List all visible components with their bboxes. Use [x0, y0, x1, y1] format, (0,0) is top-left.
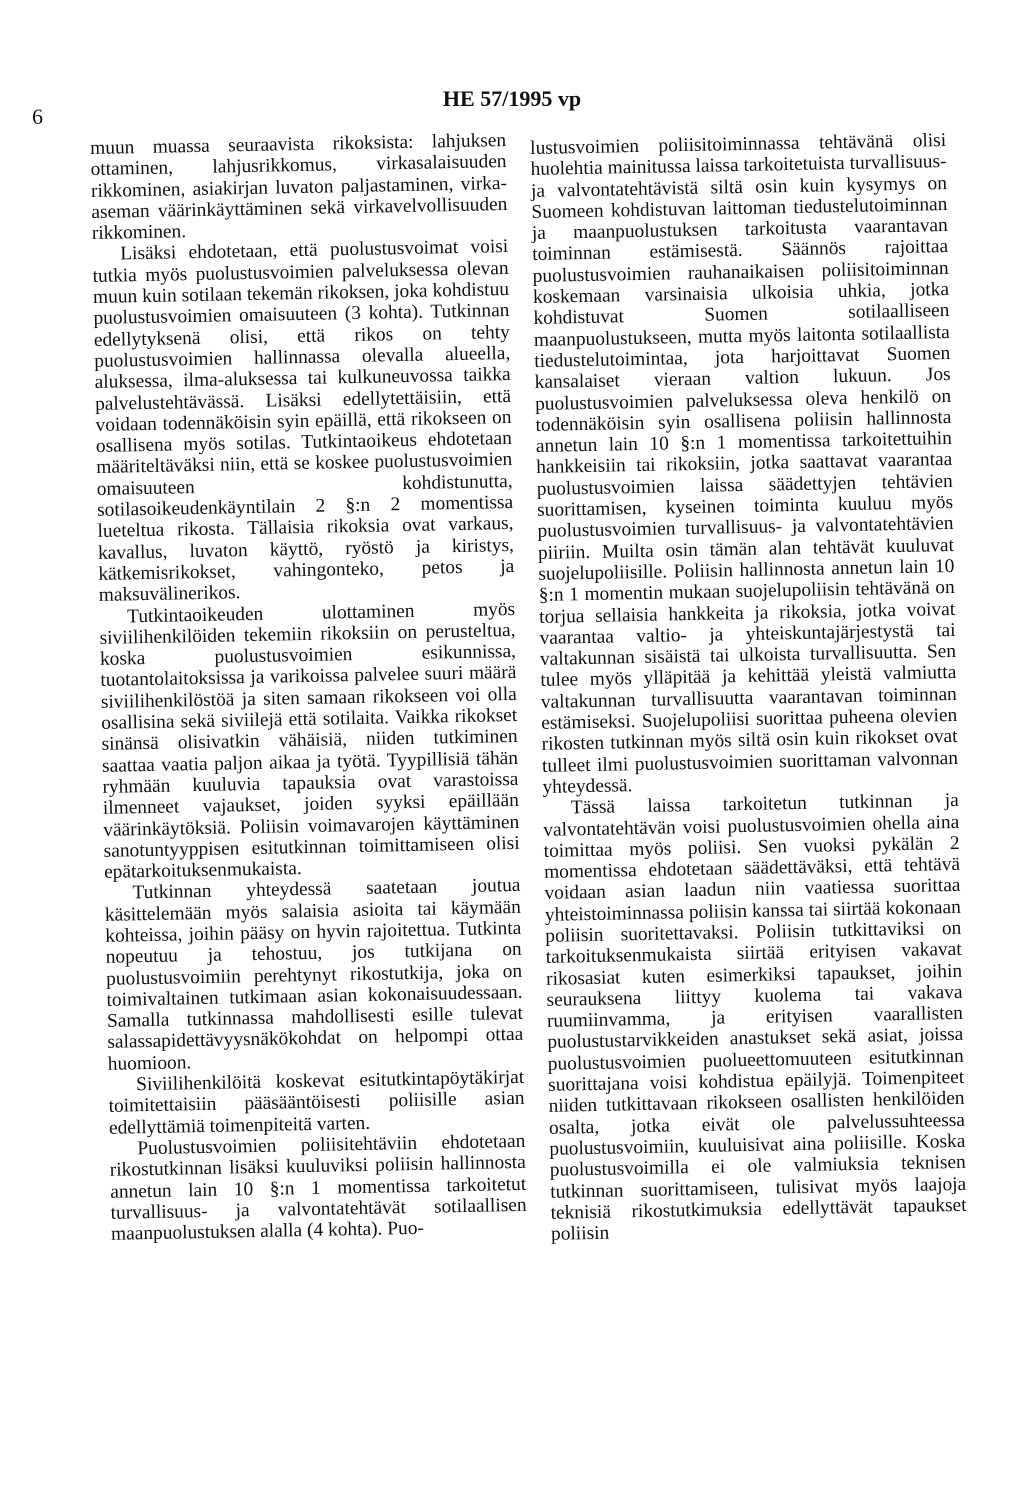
paragraph: Tutkinnan yhteydessä saatetaan joutua käsittelemään myös salaisia asioita tai käymään kohteissa, joihin pääsy on hyvin rajoitettua. Tutkinta nopeutuu ja tehostuu, jos tutkijana on puolustusvoimiin perehtynyt rikostutkija, joka on toimivaltainen tutkimaan asian kokonaisuudessaan. Samalla tutkinnassa mahdollisesti esille tulevat salassapidettävyysnäkökohdat on helpompi ottaa huomioon.: [104, 875, 524, 1075]
paragraph: Puolustusvoimien poliisitehtäviin ehdotetaan rikostutkinnan lisäksi kuuluviksi poliisin hallinnosta annetun lain 10 §:n 1 momentissa tarkoitetut turvallisuus- ja valvontatehtävät sotilaallisen maanpuolustuksen alalla (4 kohta). Puo-: [109, 1130, 527, 1245]
paragraph: muun muassa seuraavista rikoksista: lahjuksen ottaminen, lahjusrikkomus, virkasalaisuuden rikkominen, asiakirjan luvaton paljastaminen, virka-aseman väärinkäyttäminen sekä virkavelvollisuuden rikkominen.: [90, 130, 508, 245]
paragraph: Tässä laissa tarkoitetun tutkinnan ja valvontatehtävän voisi puolustusvoimien ohella aina toimittaa myös poliisi. Sen vuoksi pykälän 2 momentissa ehdotetaan säädettäväksi, että tehtävä voidaan asian laadun niin vaatiessa suorittaa yhteistoiminnassa poliisin kanssa tai siirtää kokonaan poliisin suoritettavaksi. Poliisin tutkittaviksi on tarkoituksenmukaista siirtää erityisen vakavat rikosasiat kuten esimerkiksi tapaukset, joihin seurauksena liittyy kuolema tai vakava ruumiinvamma, ja erityisen vaarallisten puolustustarvikkeiden anastukset sekä asiat, joissa puolustusvoimien puolueettomuuteen esitutkinnan suorittajana voisi kohdistua epäilyjä. Toimenpiteet niiden tutkittavaan rikokseen osallisten henkilöiden osalta, jotka eivät ole palvelussuhteessa puolustusvoimiin, kuuluisivat aina poliisille. Koska puolustusvoimilla ei ole valmiuksia teknisen tutkinnan suorittamiseen, tulisivat myös laajoja teknisiä rikostutkimuksia edellyttävät tapaukset poliisin: [543, 790, 967, 1245]
paragraph: Tutkintaoikeuden ulottaminen myös siviilihenkilöiden tekemiin rikoksiin on perusteltua, koska puolustusvoimien esikunnissa, tuotantolaitoksissa ja varikoissa palvelee suuri määrä siviilihenkilöstöä ja siten samaan rikokseen voi olla osallisina sekä siviilejä että sotilaita. Vaikka rikokset sinänsä olisivatkin vähäisiä, niiden tutkiminen saattaa vaatia paljon aikaa ja työtä. Tyypillisiä tähän ryhmään kuuluvia tapauksia ovat varastoissa ilmenneet vajaukset, joiden syyksi epäillään väärinkäytöksiä. Poliisin voimavarojen käyttäminen sanotuntyyppisen esitutkinnan toimittamiseen olisi epätarkoituksenmukaista.: [99, 598, 520, 883]
paragraph: Siviilihenkilöitä koskevat esitutkintapöytäkirjat toimitettaisiin pääsääntöisesti poliisille asian edellyttämiä toimenpiteitä varten.: [108, 1066, 525, 1139]
paragraph: lustusvoimien poliisitoiminnassa tehtävänä olisi huolehtia mainitussa laissa tarkoitetuista turvallisuus- ja valvontatehtävistä siltä osin kuin kysymys on Suomeen kohdistuvan laittoman tiedustelutoiminnan ja maanpuolustuksen tarkoitusta vaarantavan toiminnan estämisestä. Säännös rajoittaa puolustusvoimien rauhanaikaisen poliisitoiminnan koskemaan varsinaisia ulkoisia uhkia, jotka kohdistuvat Suomen sotilaalliseen maanpuolustukseen, mutta myös laitonta sotilaallista tiedustelutoimintaa, jota harjoittavat Suomen kansalaiset vieraan valtion lukuun. Jos puolustusvoimien palveluksessa oleva henkilö on todennäköisin syin osallisena poliisin hallinnosta annetun lain 10 §:n 1 momentissa tarkoitettuihin hankkeisiin tai rikoksiin, jotka saattavat vaarantaa puolustusvoimien laissa säädettyjen tehtävien suorittamisen, kyseinen toiminta kuuluu myös puolustusvoimien turvallisuus- ja valvontatehtävien piiriin. Muilta osin tämän alan tehtävät kuuluvat suojelupoliisille. Poliisin hallinnosta annetun lain 10 §:n 1 momentin mukaan suojelupoliisin tehtävänä on torjua sellaisia hankkeita ja rikoksia, jotka voivat vaarantaa valtio- ja yhteiskuntajärjestystä tai valtakunnan sisäistä tai ulkoista turvallisuutta. Sen tulee myös ylläpitää ja kehittää yleistä valmiutta valtakunnan turvallisuutta vaarantavan toiminnan estämiseksi. Suojelupoliisi suorittaa puheena olevien rikosten tutkinnan myös siltä osin kuin rikokset ovat tulleet ilmi puolustusvoimien suorittaman valvonnan yhteydessä.: [530, 130, 959, 798]
document-id: HE 57/1995 vp: [442, 86, 582, 111]
right-column: [530, 130, 967, 1245]
left-column: [90, 130, 527, 1245]
page-number: 6: [32, 104, 43, 129]
paragraph: Lisäksi ehdotetaan, että puolustusvoimat voisi tutkia myös puolustusvoimien palveluksessa olevan muun kuin sotilaan tekemän rikoksen, joka kohdistuu puolustusvoimien omaisuuteen (3 kohta). Tutkinnan edellytyksenä olisi, että rikos on tehty puolustusvoimien hallinnassa olevalla alueella, aluksessa, ilma-aluksessa tai kulkuneuvossa taikka palvelustehtävässä. Lisäksi edellytettäisiin, että voidaan todennäköisin syin epäillä, että rikokseen on osallisena myös sotilas. Tutkintaoikeus ehdotetaan määriteltäväksi niin, että se koskee puolustusvoimien omaisuuteen kohdistunutta, sotilasoikeudenkäyntilain 2 §:n 2 momentissa lueteltua rikosta. Tällaisia rikoksia ovat varkaus, kavallus, luvaton käyttö, ryöstö ja kiristys, kätkemisrikokset, vahingonteko, petos ja maksuvälinerikos.: [92, 236, 515, 607]
